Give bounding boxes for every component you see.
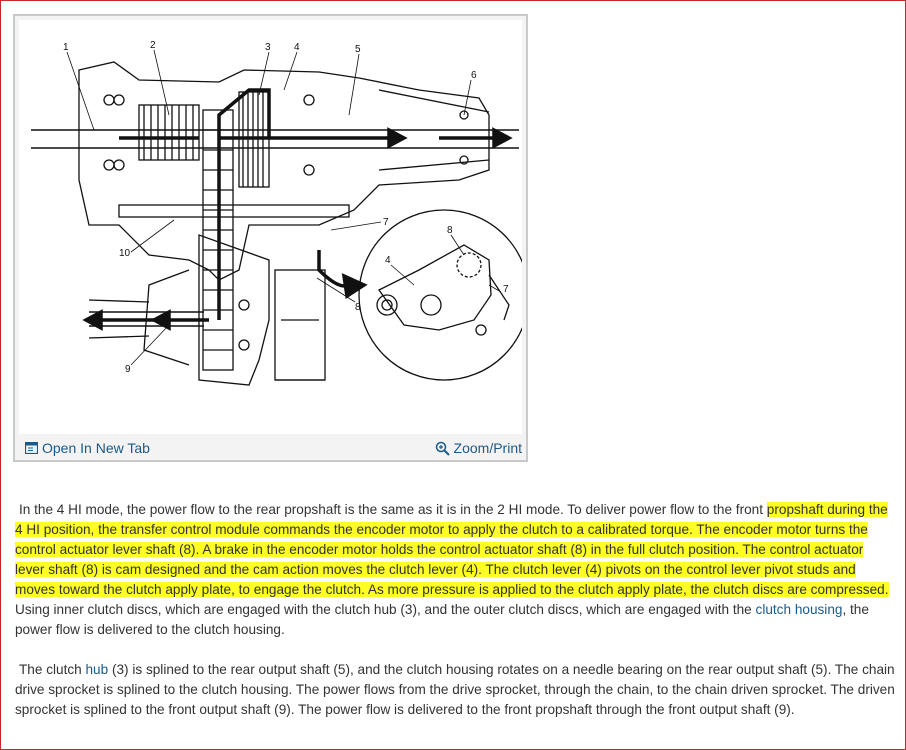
paragraph-clutch-hub	[15, 660, 895, 720]
inset-callout-4: 4	[385, 255, 391, 266]
open-in-new-tab-label: Open In New Tab	[42, 440, 150, 456]
callout-10: 10	[119, 248, 131, 259]
para2-text-1: The clutch	[19, 662, 86, 677]
open-in-new-tab-link[interactable]	[25, 440, 150, 456]
encoder-motor	[275, 270, 325, 380]
para1-highlight-2: The encoder motor turns the control actuator lever shaft (8). A brake in the encoder motor holds the control actuator shaft (8) in the full clutch position. The control actuator lever shaft (8) is cam designed and the cam action moves the clutch lever (4). The clutch lever (4) pivots on the control lever pivot studs and moves toward the clutch apply plate, to engage the clutch. As more pressure is applied to the clutch apply plate, the clutch discs are compressed.	[15, 522, 889, 597]
callout-7: 7	[383, 217, 389, 228]
encoder-motor-end	[275, 320, 325, 380]
magnifier-plus-icon	[435, 441, 450, 456]
hub-link[interactable]: hub	[85, 662, 109, 677]
callout-2: 2	[150, 40, 156, 51]
callout-4: 4	[294, 42, 300, 53]
figure-toolbar	[15, 436, 526, 460]
figure-card	[13, 14, 528, 462]
para1-text-3: , the power flow is delivered to the clutch housing.	[15, 602, 869, 637]
inset-callout-8: 8	[447, 225, 453, 236]
paragraph-4hi-mode	[15, 500, 895, 640]
para1-text-1: In the 4 HI mode, the power flow to the rear propshaft is the same as it is in the 2 HI mode. To deliver power flow to the front	[19, 502, 767, 517]
inset-detail	[359, 210, 522, 380]
zoom-print-label: Zoom/Print	[453, 440, 522, 456]
callout-9: 9	[125, 364, 131, 375]
callout-8: 8	[355, 302, 361, 313]
callout-5: 5	[355, 44, 361, 55]
callout-6: 6	[471, 70, 477, 81]
zoom-print-link[interactable]	[435, 440, 522, 456]
housing-outline	[79, 62, 489, 280]
callout-1: 1	[63, 42, 69, 53]
transfer-case-diagram[interactable]	[19, 20, 522, 434]
callout-3: 3	[265, 42, 271, 53]
para1-highlight-1: propshaft during the 4 HI position, the transfer control module commands the encoder motor to apply the clutch to a calibrated torque.	[15, 502, 888, 537]
open-in-new-tab-icon	[25, 442, 38, 454]
shift-rail	[119, 205, 349, 217]
clutch-housing-link[interactable]: clutch housing	[755, 602, 843, 617]
para2-text-2: (3) is splined to the rear output shaft (5), and the clutch housing rotates on a needle bearing on the rear output shaft (5). The chain drive sprocket is splined to the clutch housing. The power flows from the drive sprocket, through the chain, to the chain driven sprocket. The driven sprocket is splined to the front output shaft (9). The power flow is delivered to the front propshaft through the front output shaft (9).	[15, 662, 895, 717]
inset-callout-7: 7	[503, 284, 509, 295]
para1-text-2: Using inner clutch discs, which are engaged with the clutch hub (3), and the outer clutch discs, which are engaged with the	[15, 602, 756, 617]
